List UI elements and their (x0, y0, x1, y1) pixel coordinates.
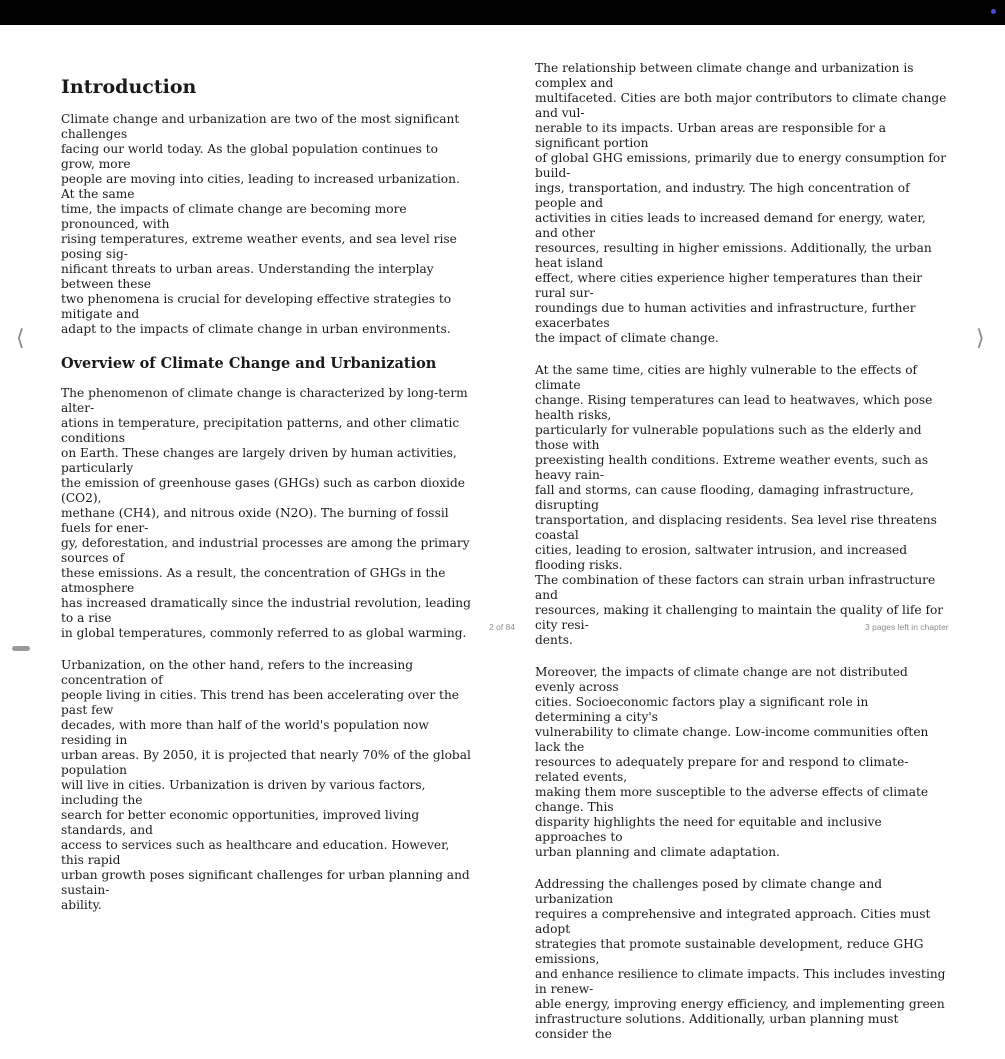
equity-paragraph: Moreover, the impacts of climate change are not distributed evenly across cities. Socioeconomic factors play a significant role in determining a city's vulnerability to climate change. Low-income communities often lack the resources to adequately prepare for and respond to climate-related events, making them more susceptible to the adverse effects of climate change. This disparity highlights the need for equitable and inclusive approaches to urban planning and climate adaptation. (535, 665, 929, 859)
section-heading: Overview of Climate Change and Urbanization (61, 355, 437, 372)
climate-change-paragraph: The phenomenon of climate change is characterized by long-term alter- ations in temperature, precipitation patterns, and other climatic conditions on Earth. These changes are largely driven by human activities, particularly the emission of greenhouse gases (GHGs) such as carbon dioxide (CO2), methane (CH4), and nitrous oxide (N2O). The burning of fossil fuels for ener- gy, deforestation, and industrial processes are among the primary sources of these emissions. As a result, the concentration of GHGs in the atmosphere has increased dramatically since the industrial revolution, leading to a rise in global temperatures, commonly referred to as global warming. (61, 386, 471, 640)
scroll-indicator[interactable] (12, 646, 30, 651)
chevron-left-icon: ⟨ (16, 326, 25, 351)
right-page (535, 61, 947, 1059)
urbanization-paragraph: Urbanization, on the other hand, refers to the increasing concentration of people living in cities. This trend has been accelerating over the past few decades, with more than half of the world's population now residing in urban areas. By 2050, it is projected that nearly 70% of the global population will live in cities. Urbanization is driven by various factors, including the search for better economic opportunities, improved living standards, and access to services such as healthcare and education. However, this rapid urban growth poses significant challenges for urban planning and sustain- ability. (61, 658, 471, 912)
chapter-heading: Introduction (61, 76, 197, 98)
pages-left-label: 3 pages left in chapter (865, 622, 949, 632)
approach-paragraph: Addressing the challenges posed by climate change and urbanization requires a comprehensive and integrated approach. Cities must adopt strategies that promote sustainable development, reduce GHG emissions, and enhance resilience to climate impacts. This includes investing in renew- able energy, improving energy efficiency, and implementing green infrastructure solutions. Additionally, urban planning must consider the (535, 877, 946, 1041)
next-page-button[interactable] (976, 326, 985, 352)
top-bar (0, 0, 1005, 25)
intro-paragraph: Climate change and urbanization are two of the most significant challenges facing our world today. As the global population continues to grow, more people are moving into cities, leading to increased urbanization. At the same time, the impacts of climate change are becoming more pronounced, with rising temperatures, extreme weather events, and sea level rise posing sig- nificant threats to urban areas. Understanding the interplay between these two phenomena is crucial for developing effective strategies to mitigate and adapt to the impacts of climate change in urban environments. (61, 112, 460, 336)
page-indicator: 2 of 84 (489, 622, 515, 632)
previous-page-button[interactable] (16, 326, 25, 352)
left-page (61, 74, 473, 930)
chevron-right-icon: ⟩ (976, 326, 985, 351)
relationship-paragraph: The relationship between climate change and urbanization is complex and multifaceted. Cities are both major contributors to climate change and vul- nerable to its impacts. Urban areas are responsible for a significant portion of global GHG emissions, primarily due to energy consumption for build- ings, transportation, and industry. The high concentration of people and activities in cities leads to increased demand for energy, water, and other resources, resulting in higher emissions. Additionally, the urban heat island effect, where cities experience higher temperatures than their rural sur- roundings due to human activities and infrastructure, further exacerbates the impact of climate change. (535, 61, 947, 345)
status-dot-icon (991, 9, 996, 14)
vulnerability-paragraph: At the same time, cities are highly vulnerable to the effects of climate change. Rising temperatures can lead to heatwaves, which pose health risks, particularly for vulnerable populations such as the elderly and those with preexisting health conditions. Extreme weather events, such as heavy rain- fall and storms, can cause flooding, damaging infrastructure, disrupting transportation, and displacing residents. Sea level rise threatens coastal cities, leading to erosion, saltwater intrusion, and increased flooding risks. The combination of these factors can strain urban infrastructure and resources, making it challenging to maintain the quality of life for city resi- dents. (535, 363, 944, 647)
